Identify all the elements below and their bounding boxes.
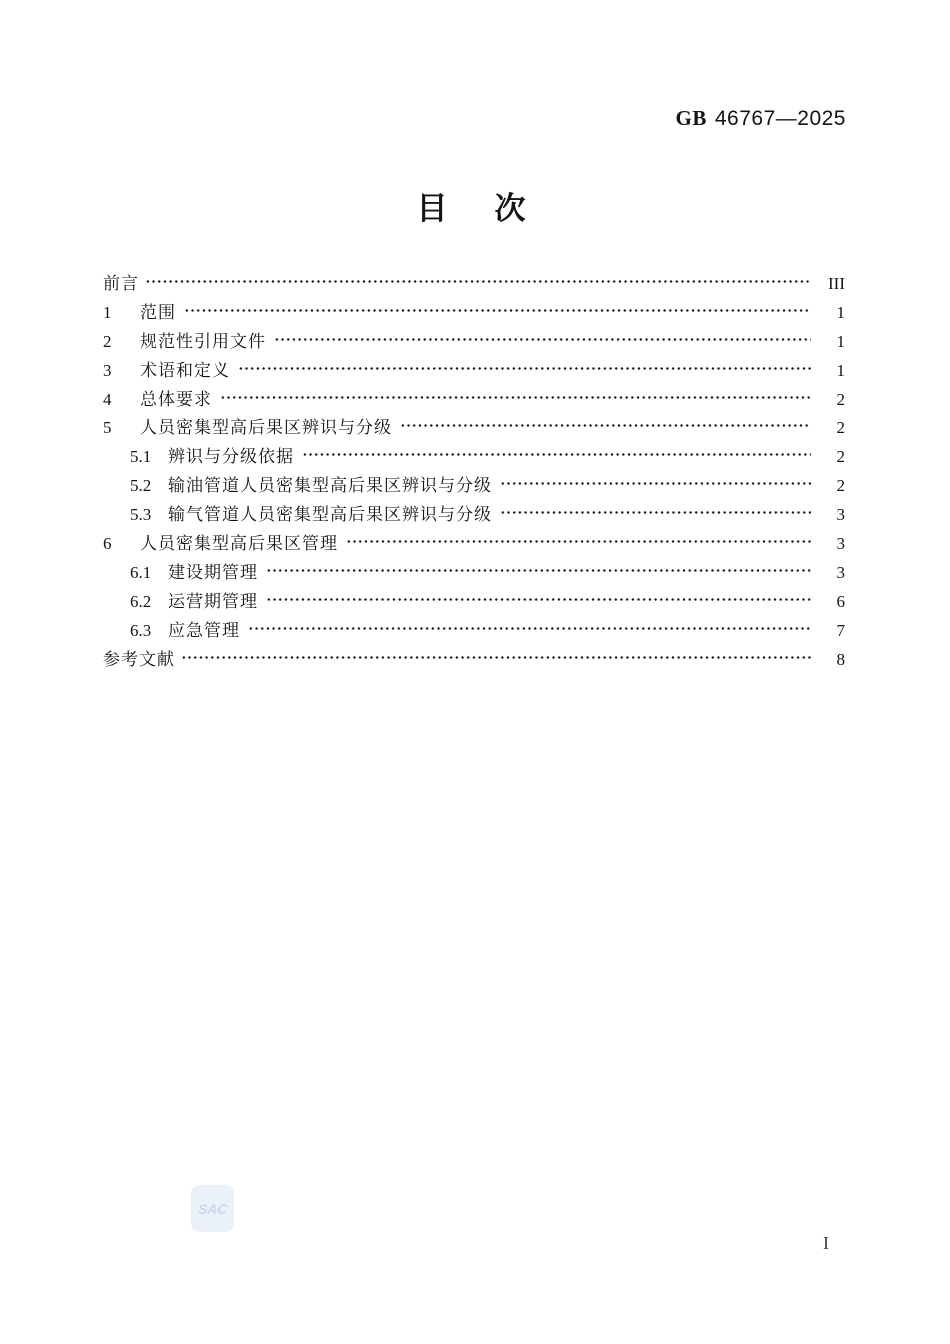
toc-row [103, 328, 845, 357]
toc-row [103, 617, 845, 646]
toc-row [103, 357, 845, 386]
standard-code-number: 46767—2025 [714, 107, 846, 130]
toc-entry-number: 1 [103, 302, 112, 322]
toc-row [103, 386, 845, 415]
toc-entry-page: III [828, 274, 845, 293]
dot-leader [266, 598, 811, 601]
toc-entry-number: 2 [103, 331, 112, 351]
toc-entry-number: 4 [103, 389, 112, 409]
toc-row [103, 530, 845, 559]
dot-leader [238, 367, 811, 370]
toc-entry-page: 6 [836, 591, 845, 611]
dot-leader [220, 396, 811, 399]
toc-entry-label: 应急管理 [168, 620, 240, 640]
toc-row [103, 588, 845, 617]
toc-entry-number: 6.1 [130, 562, 152, 582]
toc-entry-label: 参考文献 [103, 649, 175, 669]
toc-entry-label: 运营期管理 [168, 591, 258, 611]
toc-entry-label: 建设期管理 [168, 562, 258, 582]
toc-entry-page: 1 [836, 302, 845, 322]
toc-entry-number: 3 [103, 360, 112, 380]
dot-leader [145, 280, 811, 283]
toc-entry-page: 1 [836, 360, 845, 380]
toc-entry-number: 5.2 [130, 476, 152, 496]
toc-entry-label: 人员密集型高后果区辨识与分级 [140, 418, 392, 438]
toc-row [103, 501, 845, 530]
table-of-contents [103, 270, 845, 674]
toc-entry-page: 2 [836, 389, 845, 409]
dot-leader [400, 424, 811, 427]
toc-entry-number: 5.3 [130, 505, 152, 525]
toc-entry-page: 3 [836, 562, 845, 582]
toc-entry-label: 输气管道人员密集型高后果区辨识与分级 [168, 505, 492, 525]
footer-page-number: I [823, 1233, 829, 1253]
toc-entry-label: 范围 [140, 302, 176, 322]
toc-entry-page: 2 [836, 447, 845, 467]
sac-watermark-text: SAC [196, 1200, 229, 1217]
standard-code-prefix: GB [675, 106, 707, 130]
toc-entry-page: 3 [836, 534, 845, 554]
toc-row [103, 443, 845, 472]
toc-row [103, 559, 845, 588]
dot-leader [500, 482, 811, 485]
dot-leader [184, 309, 811, 312]
toc-entry-label: 辨识与分级依据 [168, 447, 294, 467]
toc-row [103, 414, 845, 443]
toc-entry-label: 人员密集型高后果区管理 [140, 534, 338, 554]
toc-entry-page: 7 [836, 620, 845, 640]
toc-entry-label: 术语和定义 [140, 360, 230, 380]
toc-row [103, 472, 845, 501]
toc-row [103, 299, 845, 328]
toc-row [103, 646, 845, 675]
toc-entry-label: 前言 [103, 274, 139, 293]
toc-entry-label: 总体要求 [140, 389, 212, 409]
toc-entry-number: 6 [103, 534, 112, 554]
toc-row [103, 270, 845, 299]
toc-entry-page: 2 [836, 476, 845, 496]
dot-leader [302, 453, 811, 456]
toc-entry-number: 5.1 [130, 447, 152, 467]
standard-code [676, 106, 846, 131]
toc-entry-page: 1 [836, 331, 845, 351]
toc-entry-page: 3 [836, 505, 845, 525]
sac-watermark-logo [191, 1185, 234, 1232]
dot-leader [500, 511, 811, 514]
toc-entry-page: 8 [836, 649, 845, 669]
toc-entry-label: 输油管道人员密集型高后果区辨识与分级 [168, 476, 492, 496]
toc-entry-number: 5 [103, 418, 112, 438]
dot-leader [266, 569, 811, 572]
dot-leader [346, 540, 811, 543]
dot-leader [248, 627, 811, 630]
toc-entry-number: 6.2 [130, 591, 152, 611]
toc-entry-number: 6.3 [130, 620, 152, 640]
dot-leader [274, 338, 811, 341]
dot-leader [181, 656, 811, 659]
page-title: 目 次 [416, 191, 534, 226]
toc-entry-page: 2 [836, 418, 845, 438]
toc-entry-label: 规范性引用文件 [140, 331, 266, 351]
